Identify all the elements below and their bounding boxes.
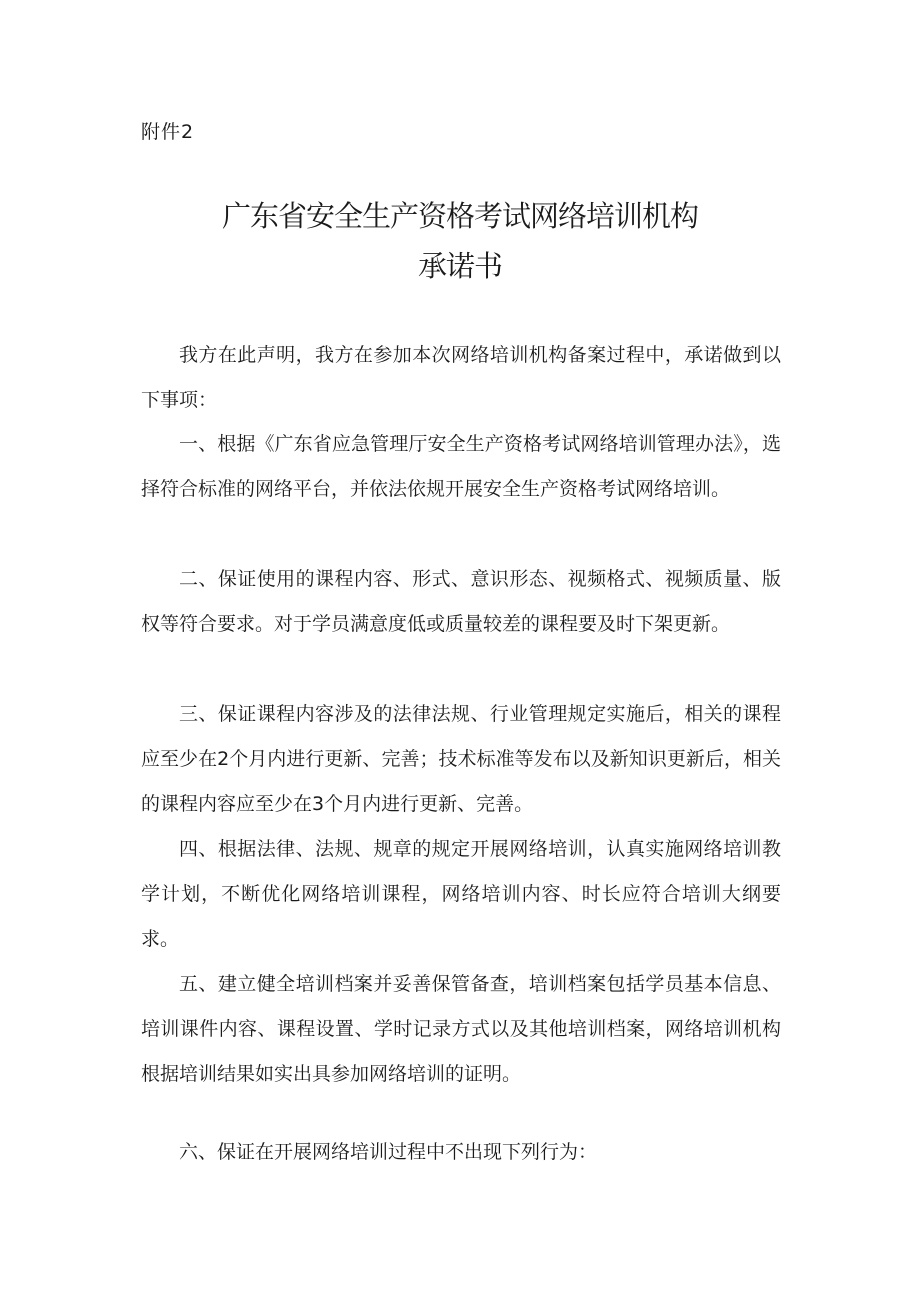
paragraph-item-4: 四、根据法律、法规、规章的规定开展网络培训，认真实施网络培训教学计划，不断优化网络培训课程，网络培训内容、时长应符合培训大纲要求。 bbox=[141, 838, 781, 950]
document-title-line-2: 承诺书 bbox=[417, 249, 502, 283]
paragraph-item-3: 三、保证课程内容涉及的法律法规、行业管理规定实施后，相关的课程应至少在2个月内进行更新、完善；技术标准等发布以及新知识更新后，相关的课程内容应至少在3个月内进行更新、完善。 bbox=[141, 703, 781, 815]
document-title-line-1: 广东省安全生产资格考试网络培训机构 bbox=[221, 199, 698, 233]
paragraph-item-1: 一、根据《广东省应急管理厅安全生产资格考试网络培训管理办法》，选择符合标准的网络平台，并依法依规开展安全生产资格考试网络培训。 bbox=[141, 433, 781, 500]
paragraph-declaration: 我方在此声明，我方在参加本次网络培训机构备案过程中，承诺做到以下事项： bbox=[141, 344, 781, 411]
paragraph-item-6: 六、保证在开展网络培训过程中不出现下列行为： bbox=[179, 1141, 598, 1163]
attachment-label: 附件2 bbox=[141, 121, 195, 143]
paragraph-item-5: 五、建立健全培训档案并妥善保管备查，培训档案包括学员基本信息、培训课件内容、课程设置、学时记录方式以及其他培训档案，网络培训机构根据培训结果如实出具参加网络培训的证明。 bbox=[141, 973, 781, 1085]
paragraph-item-2: 二、保证使用的课程内容、形式、意识形态、视频格式、视频质量、版权等符合要求。对于学员满意度低或质量较差的课程要及时下架更新。 bbox=[141, 568, 781, 635]
